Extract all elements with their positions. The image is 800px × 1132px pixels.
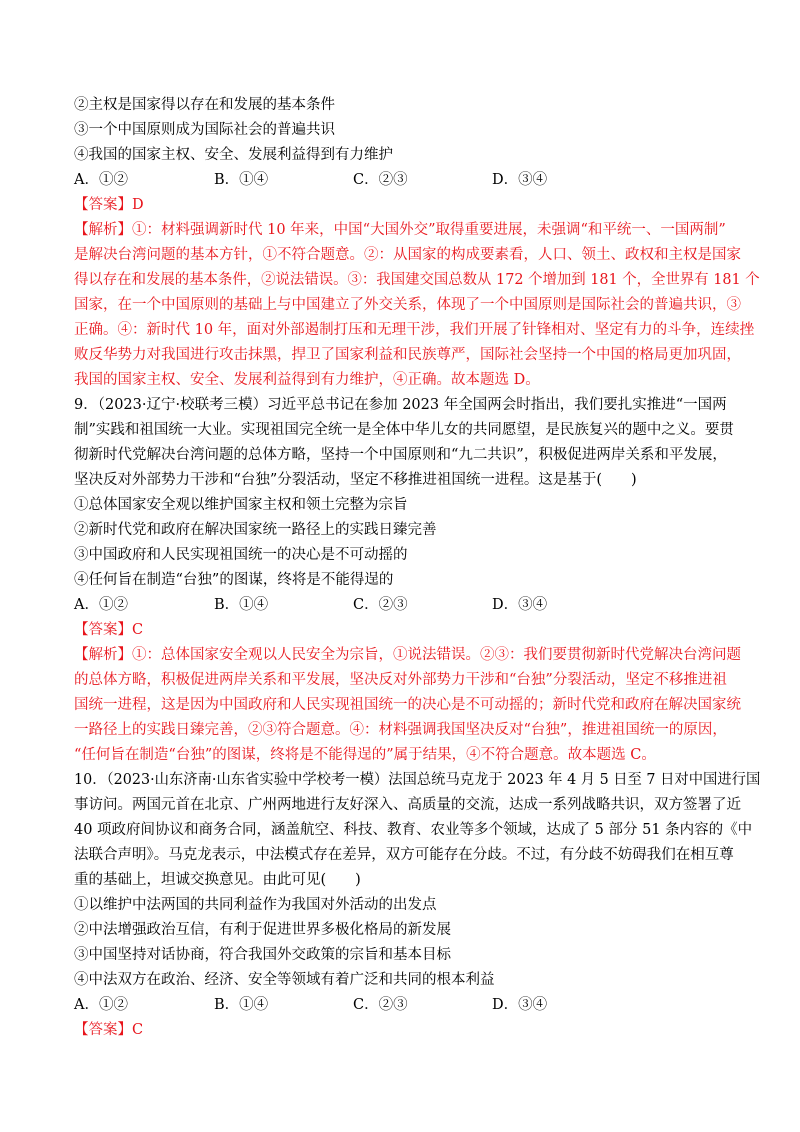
q9-option-a: A．①②: [74, 597, 128, 613]
q9-item-2: ②新时代党和政府在解决国家统一路径上的实践日臻完善: [74, 522, 437, 538]
q10-item-4: ④中法双方在政治、经济、安全等领域有着广泛和共同的根本利益: [74, 972, 495, 988]
q9-answer: 【答案】C: [74, 622, 144, 638]
q8-option-d: D．③④: [492, 172, 548, 188]
q10-option-a: A．①②: [74, 997, 128, 1013]
q10-item-3: ③中国坚持对话协商，符合我国外交政策的宗旨和基本目标: [74, 947, 451, 963]
q9-stem-line: 制”实践和祖国统一大业。实现祖国完全统一是全体中华儿女的共同愿望，是民族复兴的题中之义。要贯: [74, 422, 734, 438]
q10-stem-line: 法联合声明》。马克龙表示，中法模式存在差异，双方可能存在分歧。不过，有分歧不妨碍我们在相互尊: [74, 847, 734, 863]
q9-item-4: ④任何旨在制造“台独”的图谋，终将是不能得逞的: [74, 572, 394, 588]
q10-stem-line: 重的基础上，坦诚交换意见。由此可见( ): [74, 872, 361, 888]
q10-option-c: C．②③: [353, 997, 408, 1013]
q9-stem-line: 坚决反对外部势力干涉和“台独”分裂活动，坚定不移推进祖国统一进程。这是基于( ): [74, 472, 637, 488]
q8-analysis-line: 国家，在一个中国原则的基础上与中国建立了外交关系，体现了一个中国原则是国际社会的普遍共识，③: [74, 297, 741, 313]
q10-option-b: B．①④: [214, 997, 269, 1013]
q8-analysis-line: 【解析】①：材料强调新时代 10 年来，中国“大国外交”取得重要进展，未强调“和平统一、一国两制”: [74, 222, 726, 238]
q9-option-d: D．③④: [492, 597, 548, 613]
q8-analysis-line: 败反华势力对我国进行攻击抹黑，捍卫了国家利益和民族尊严，国际社会坚持一个中国的格局更加巩固，: [74, 347, 741, 363]
q8-item-3: ③一个中国原则成为国际社会的普遍共识: [74, 122, 335, 138]
q8-analysis-line: 得以存在和发展的基本条件，②说法错误。③：我国建交国总数从 172 个增加到 181 个，全世界有 181 个: [74, 272, 760, 288]
q9-analysis-line: 的总体方略，积极促进两岸关系和平发展，坚决反对外部势力干涉和“台独”分裂活动，坚定不移推进祖: [74, 672, 727, 688]
q9-analysis-line: 一路径上的实践日臻完善，②③符合题意。④：材料强调我国坚决反对“台独”，推进祖国统一的原因，: [74, 722, 727, 738]
q9-option-c: C．②③: [353, 597, 408, 613]
q10-stem-line: 10．（2023·山东济南·山东省实验中学校考一模）法国总统马克龙于 2023 年 4 月 5 日至 7 日对中国进行国: [74, 772, 761, 788]
q10-answer: 【答案】C: [74, 1022, 144, 1038]
q8-answer: 【答案】D: [74, 197, 144, 213]
q9-analysis-line: “任何旨在制造“台独”的图谋，终将是不能得逞的”属于结果，④不符合题意。故本题选 C。: [74, 747, 656, 763]
q8-analysis-line: 我国的国家主权、安全、发展利益得到有力维护，④正确。故本题选 D。: [74, 372, 540, 388]
q8-option-c: C．②③: [353, 172, 408, 188]
q8-item-2: ②主权是国家得以存在和发展的基本条件: [74, 97, 335, 113]
q9-option-b: B．①④: [214, 597, 269, 613]
q9-item-1: ①总体国家安全观以维护国家主权和领土完整为宗旨: [74, 497, 408, 513]
q8-option-a: A．①②: [74, 172, 128, 188]
q8-analysis-line: 正确。④：新时代 10 年，面对外部遏制打压和无理干涉，我们开展了针锋相对、坚定有力的斗争，连续挫: [74, 322, 755, 338]
q10-option-d: D．③④: [492, 997, 548, 1013]
q9-analysis-line: 【解析】①：总体国家安全观以人民安全为宗旨，①说法错误。②③：我们要贯彻新时代党解决台湾问题: [74, 647, 741, 663]
q8-item-4: ④我国的国家主权、安全、发展利益得到有力维护: [74, 147, 393, 163]
q9-stem-line: 9．（2023·辽宁·校联考三模）习近平总书记在参加 2023 年全国两会时指出，我们要扎实推进“一国两: [74, 397, 727, 413]
q10-item-2: ②中法增强政治互信，有利于促进世界多极化格局的新发展: [74, 922, 451, 938]
q8-option-b: B．①④: [214, 172, 269, 188]
q9-stem-line: 彻新时代党解决台湾问题的总体方略，坚持一个中国原则和“九二共识”，积极促进两岸关系和平发展，: [74, 447, 727, 463]
q10-item-1: ①以维护中法两国的共同利益作为我国对外活动的出发点: [74, 897, 437, 913]
q9-analysis-line: 国统一进程，这是因为中国政府和人民实现祖国统一的决心是不可动摇的；新时代党和政府在解决国家统: [74, 697, 741, 713]
q10-stem-line: 事访问。两国元首在北京、广州两地进行友好深入、高质量的交流，达成一系列战略共识，双方签署了近: [74, 797, 741, 813]
q9-item-3: ③中国政府和人民实现祖国统一的决心是不可动摇的: [74, 547, 408, 563]
q8-analysis-line: 是解决台湾问题的基本方针，①不符合题意。②：从国家的构成要素看，人口、领土、政权和主权是国家: [74, 247, 741, 263]
q10-stem-line: 40 项政府间协议和商务合同，涵盖航空、科技、教育、农业等多个领域，达成了 5 部分 51 条内容的《中: [74, 822, 753, 838]
